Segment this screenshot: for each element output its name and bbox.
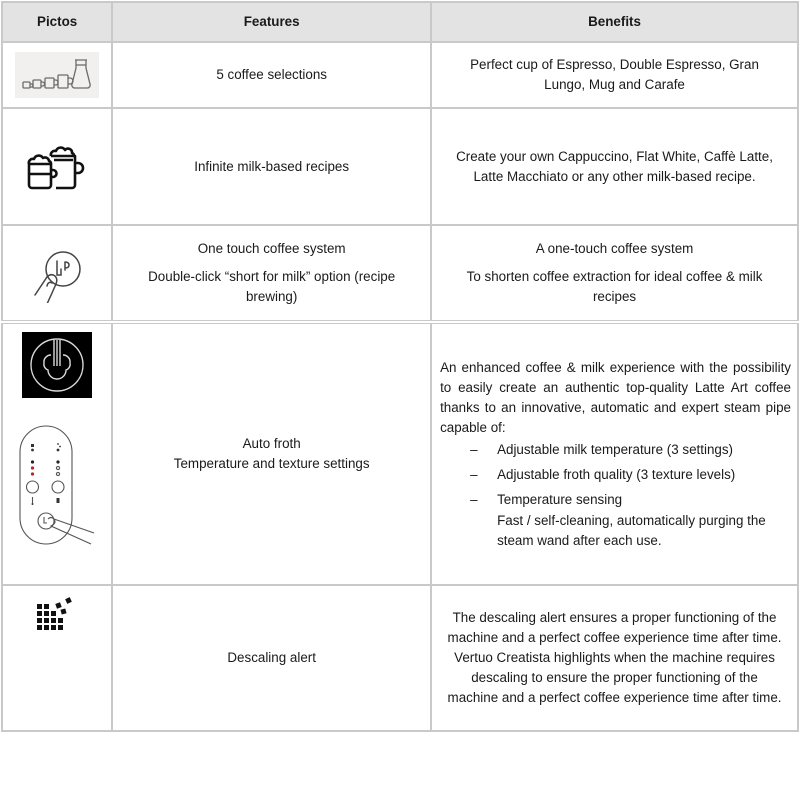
feature-cell [112, 42, 431, 108]
table-row [2, 225, 798, 322]
picto-cell [2, 42, 112, 108]
feature-text: 5 coffee selections [216, 67, 327, 82]
feature-cell [112, 225, 431, 322]
benefit-text: To shorten coffee extraction for ideal coffee & milk recipes [466, 269, 763, 304]
milk-mugs-icon [3, 142, 111, 192]
benefit-cell [431, 585, 798, 731]
table-row [2, 108, 798, 225]
steam-wand-icon [22, 332, 92, 398]
benefit-text: Create your own Cappuccino, Flat White, Caffè Latte, Latte Macchiato or any other milk-based recipe. [456, 148, 773, 184]
benefit-cell [431, 42, 798, 108]
feature-text: Temperature and texture settings [173, 456, 370, 471]
dash-marker: – [470, 441, 478, 457]
bullet-text: Temperature sensing [497, 491, 623, 507]
feature-cell [112, 585, 431, 731]
table-row [2, 585, 798, 731]
feature-text: Infinite milk-based recipes [194, 158, 350, 174]
feature-text: One touch coffee system [197, 241, 346, 256]
feature-cell [112, 322, 431, 585]
picto-cell [2, 585, 112, 731]
bullet-text: Adjustable froth quality (3 texture levels) [497, 466, 736, 482]
picto-cell [2, 322, 112, 585]
benefit-cell [431, 322, 798, 585]
header-pictos: Pictos [2, 2, 112, 42]
features-benefits-table [1, 1, 799, 732]
header-features: Features [112, 2, 431, 42]
benefit-cell [431, 108, 798, 225]
benefit-bullet-list [440, 440, 791, 510]
benefit-text: Perfect cup of Espresso, Double Espresso, Gran Lungo, Mug and Carafe [470, 57, 759, 92]
feature-text: Auto froth [242, 436, 301, 451]
picto-cell [2, 225, 112, 322]
froth-control-panel-icon [3, 424, 111, 548]
header-benefits: Benefits [431, 2, 798, 42]
feature-text: Descaling alert [227, 650, 316, 665]
benefit-text: The descaling alert ensures a proper functioning of the machine and a perfect coffee experience time after time. Vertuo Creatista highlights when the machine requires descaling to ensure the proper functioning of the machine and a perfect coffee experience time after time. [447, 610, 782, 705]
list-item [470, 440, 791, 460]
benefit-intro: An enhanced coffee & milk experience with the possibility to easily create an authentic top-quality Latte Art coffee thanks to an innovative, automatic and expert steam pipe capable of: [440, 359, 791, 435]
table-row [2, 42, 798, 108]
benefit-cell [431, 225, 798, 322]
benefit-text: A one-touch coffee system [535, 241, 694, 256]
bullet-text: Adjustable milk temperature (3 settings) [497, 441, 733, 457]
picto-cell [2, 108, 112, 225]
dash-marker: – [470, 491, 478, 507]
coffee-cup-sizes-icon [15, 52, 99, 98]
dash-marker: – [470, 466, 478, 482]
descaling-icon [3, 596, 111, 636]
feature-cell [112, 108, 431, 225]
table-header-row [2, 2, 798, 42]
list-item [470, 465, 791, 485]
table-row [2, 322, 798, 585]
list-item [470, 490, 791, 510]
feature-text: Double-click “short for milk” option (recipe brewing) [148, 269, 396, 304]
one-touch-button-icon [3, 243, 111, 303]
benefit-note: Fast / self-cleaning, automatically purging the steam wand after each use. [497, 512, 766, 548]
